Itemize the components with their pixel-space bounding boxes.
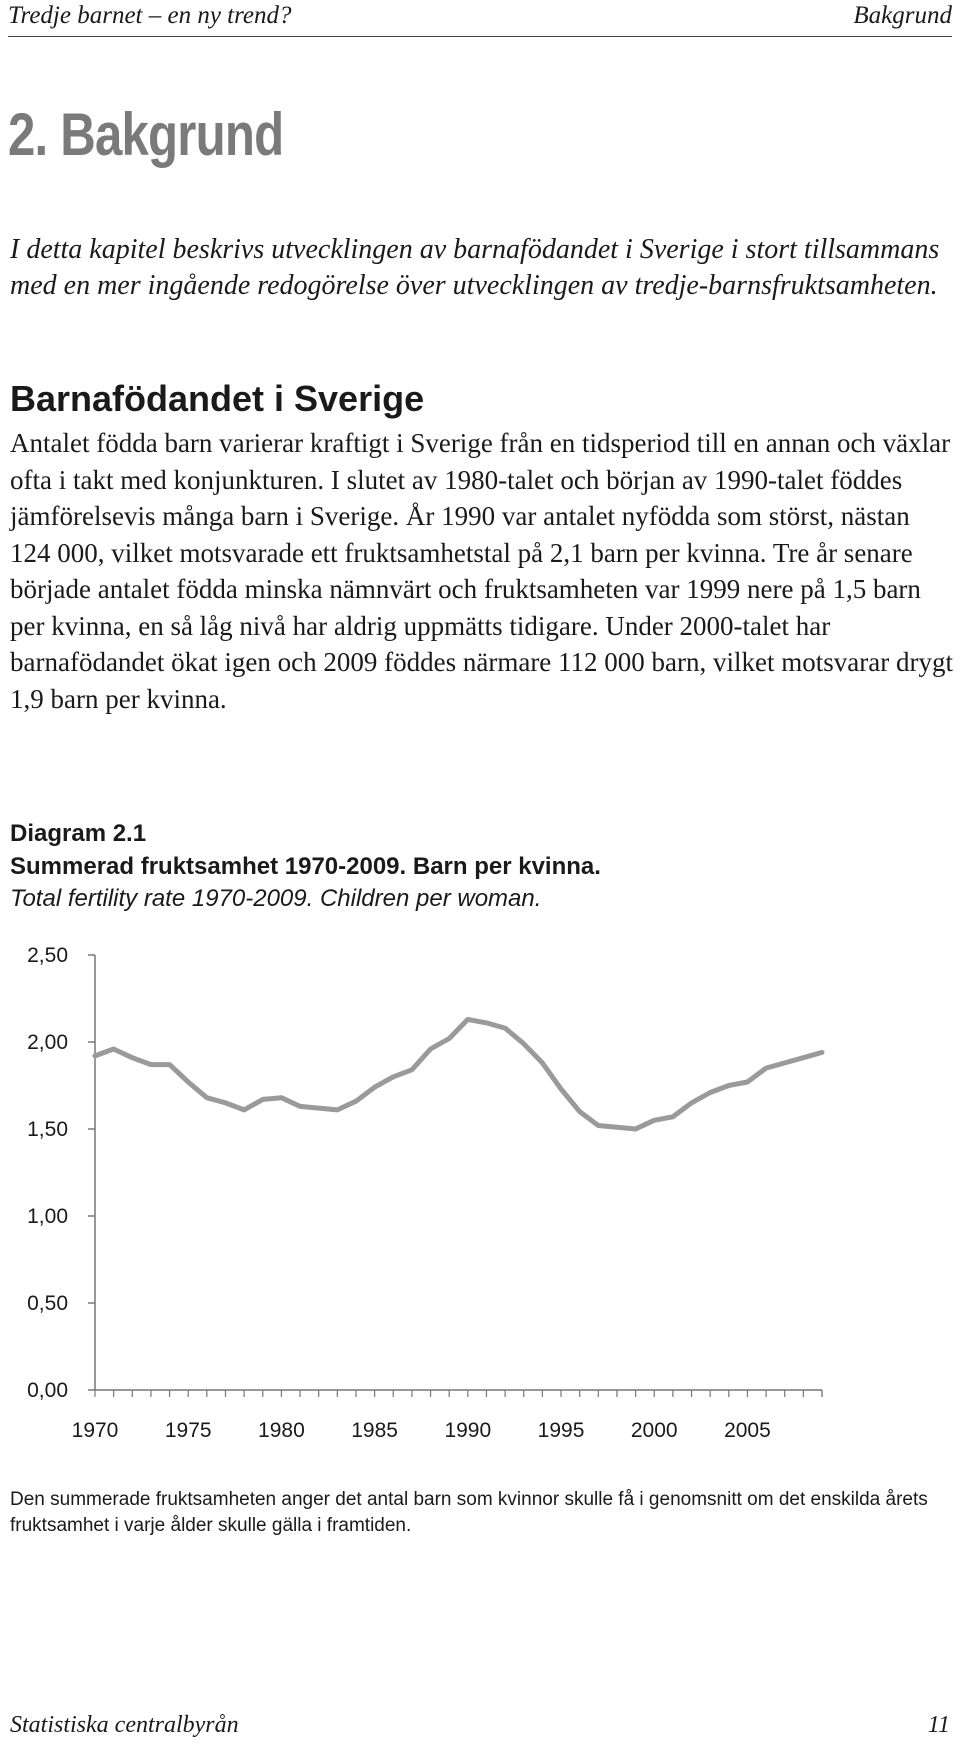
x-tick-label: 1980 [258,1419,305,1442]
x-tick-label: 1975 [164,1419,212,1442]
x-tick-label: 2000 [630,1419,678,1442]
data-point [652,1118,656,1122]
data-point [615,1125,619,1129]
data-point [429,1047,433,1051]
data-point [764,1066,768,1070]
data-point [130,1056,134,1060]
data-point [745,1080,749,1084]
x-tick-label: 2005 [724,1419,771,1442]
running-header-section: Bakgrund [853,2,952,29]
data-point [708,1090,712,1094]
x-tick-label: 1990 [444,1419,492,1442]
data-point [391,1075,395,1079]
chart-footnote: Den summerade fruktsamheten anger det antal barn som kvinnor skulle få i genomsnitt om det enskilda årets fruktsamhet i varje ålder skulle gälla i framtiden. [10,1489,928,1536]
data-point [335,1108,339,1112]
footer-page-number: 11 [927,1712,950,1738]
data-point [522,1042,526,1046]
y-tick-label: 0,00 [27,1379,68,1402]
data-point [112,1047,116,1051]
data-point [168,1063,172,1067]
running-header [8,0,952,37]
data-point [93,1054,97,1058]
data-point [578,1110,582,1114]
section-heading: Barnafödandet i Sverige [10,378,425,419]
data-point [149,1063,153,1067]
running-header-title: Tredje barnet – en ny trend? [8,2,292,29]
data-point [540,1061,544,1065]
y-tick-label: 0,50 [27,1292,68,1315]
data-point [242,1108,246,1112]
data-point [727,1084,731,1088]
body-paragraph: Antalet födda barn varierar kraftigt i Sverige från en tidsperiod till en annan och växlar ofta i takt med konjunkturen. I slutet av 1980-talet och början av 1990-talet föddes jämförelsevis många barn i Sverige. År 1990 var antalet nyfödda som störst, nästan 124 000, vilket motsvarade ett fruktsamhetstal på 2,1 barn per kvinna. Tre år senare började antalet födda minska nämnvärt och fruktsamheten var 1999 nere på 1,5 barn per kvinna, en så låg nivå har aldrig uppmätts tidigare. Under 2000-talet har barnafödandet ökat igen och 2009 föddes närmare 112 000 barn, vilket motsvarar drygt 1,9 barn per kvinna. [10,428,953,714]
fertility-line-chart [0,930,960,1470]
series-line-tfr [95,1019,822,1129]
data-point [690,1101,694,1105]
data-point [671,1115,675,1119]
data-point [354,1099,358,1103]
data-point [186,1080,190,1084]
y-tick-label: 2,50 [27,944,68,967]
data-point [261,1097,265,1101]
data-point [596,1124,600,1128]
data-point [820,1050,824,1054]
data-point [205,1096,209,1100]
data-point [279,1096,283,1100]
data-point [783,1061,787,1065]
chapter-intro: I detta kapitel beskrivs utvecklingen av barnafödandet i Sverige i stort tillsammans med en mer ingående redogörelse över utvecklingen av tredje-barnsfruktsamheten. [10,234,940,301]
data-point [447,1037,451,1041]
data-point [634,1127,638,1131]
y-tick-label: 1,00 [27,1205,68,1228]
x-tick-label: 1985 [351,1419,398,1442]
data-point [801,1056,805,1060]
footer-publisher: Statistiska centralbyrån [10,1712,239,1738]
data-point [466,1017,470,1021]
chapter-title: 2. Bakgrund [8,101,284,168]
y-tick-label: 2,00 [27,1031,68,1054]
data-point [410,1068,414,1072]
data-point [223,1101,227,1105]
data-point [298,1104,302,1108]
x-tick-label: 1970 [71,1419,119,1442]
data-point [503,1026,507,1030]
data-point [373,1085,377,1089]
diagram-label: Diagram 2.1 [10,820,147,847]
data-point [559,1087,563,1091]
x-tick-label: 1995 [537,1419,585,1442]
diagram-subtitle: Total fertility rate 1970-2009. Children per woman. [10,885,542,912]
data-point [317,1106,321,1110]
y-tick-label: 1,50 [27,1118,68,1141]
diagram-title: Summerad fruktsamhet 1970-2009. Barn per kvinna. [10,853,601,880]
data-point [484,1021,488,1025]
